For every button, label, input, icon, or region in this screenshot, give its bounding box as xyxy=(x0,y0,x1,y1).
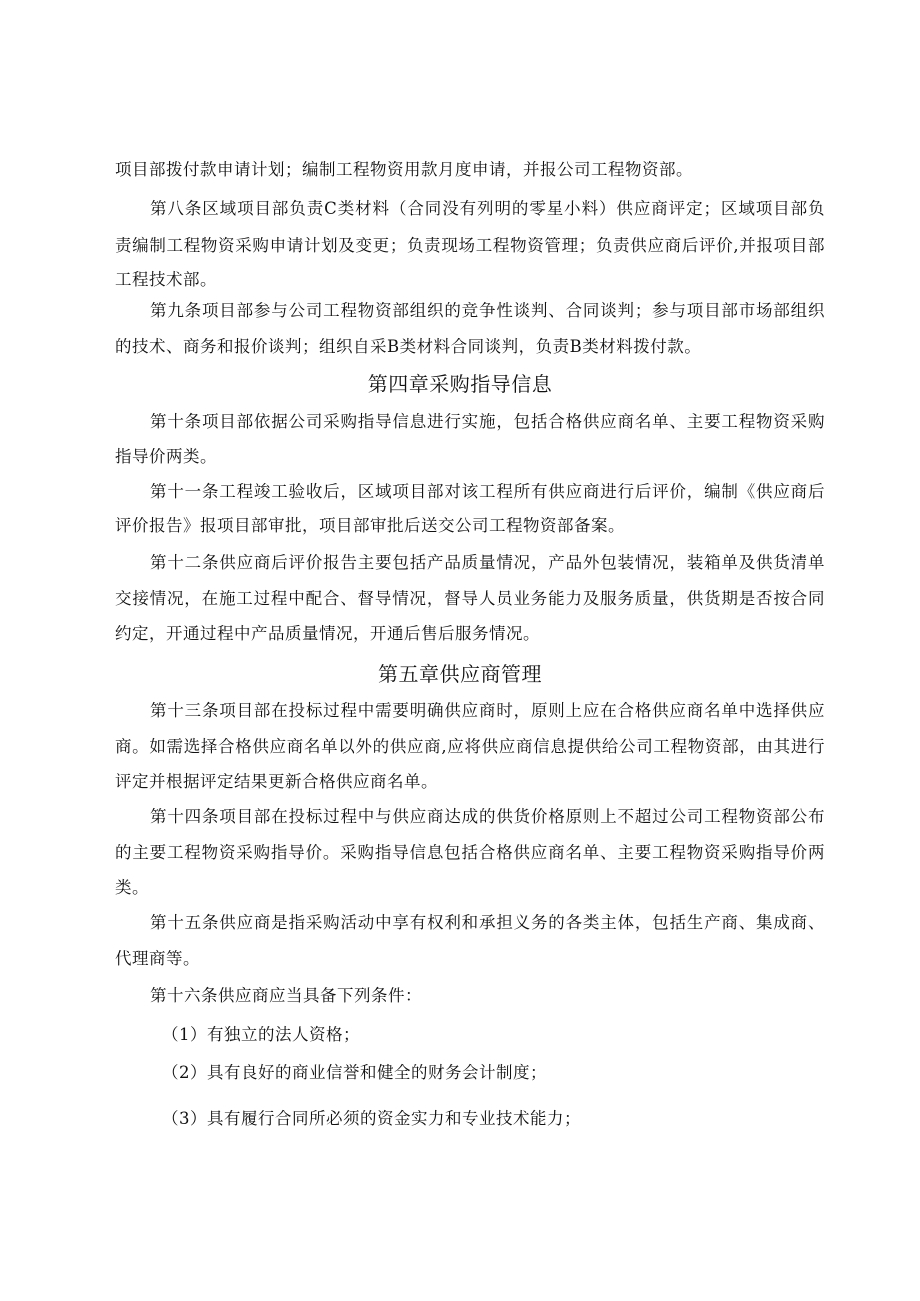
article-12-line: 约定，开通过程中产品质量情况，开通后售后服务情况。 xyxy=(115,624,540,643)
condition-item-3: （3）具有履行合同所必须的资金实力和专业技术能力； xyxy=(162,1109,581,1128)
article-9-line: 第九条项目部参与公司工程物资部组织的竞争性谈判、合同谈判；参与项目部市场部组织 xyxy=(150,301,825,320)
article-10-line: 指导价两类。 xyxy=(115,447,217,466)
article-8-line: 责编制工程物资采购申请计划及变更；负责现场工程物资管理；负责供应商后评价,并报项目部 xyxy=(115,236,825,255)
condition-item-2: （2）具有良好的商业信誉和健全的财务会计制度； xyxy=(162,1063,547,1082)
article-13-line: 第十三条项目部在投标过程中需要明确供应商时，原则上应在合格供应商名单中选择供应 xyxy=(150,701,825,720)
article-14-line: 第十四条项目部在投标过程中与供应商达成的供货价格原则上不超过公司工程物资部公布 xyxy=(150,807,825,826)
chapter-4-heading: 第四章采购指导信息 xyxy=(367,372,553,396)
paragraph-line: 项目部拨付款申请计划；编制工程物资用款月度申请，并报公司工程物资部。 xyxy=(115,160,693,179)
article-13-line: 评定并根据评定结果更新合格供应商名单。 xyxy=(115,772,438,791)
article-13-line: 商。如需选择合格供应商名单以外的供应商,应将供应商信息提供给公司工程物资部，由其进行 xyxy=(115,737,825,756)
article-15-line: 第十五条供应商是指采购活动中享有权利和承担义务的各类主体，包括生产商、集成商、 xyxy=(150,913,825,932)
article-9-line: 的技术、商务和报价谈判；组织自采B类材料合同谈判，负责B类材料拨付款。 xyxy=(115,337,702,356)
article-11-line: 评价报告》报项目部审批，项目部审批后送交公司工程物资部备案。 xyxy=(115,516,625,535)
article-12-line: 交接情况，在施工过程中配合、督导情况，督导人员业务能力及服务质量，供货期是否按合同 xyxy=(115,589,825,608)
article-12-line: 第十二条供应商后评价报告主要包括产品质量情况，产品外包装情况，装箱单及供货清单 xyxy=(150,553,825,572)
article-11-line: 第十一条工程竣工验收后，区域项目部对该工程所有供应商进行后评价，编制《供应商后 xyxy=(150,482,825,501)
article-8-line: 第八条区域项目部负责C类材料（合同没有列明的零星小料）供应商评定；区域项目部负 xyxy=(150,199,825,218)
article-10-line: 第十条项目部依据公司采购指导信息进行实施，包括合格供应商名单、主要工程物资采购 xyxy=(150,412,825,431)
chapter-5-heading: 第五章供应商管理 xyxy=(378,662,542,686)
article-14-line: 类。 xyxy=(115,878,149,897)
article-14-line: 的主要工程物资采购指导价。采购指导信息包括合格供应商名单、主要工程物资采购指导价两 xyxy=(115,843,825,862)
article-15-line: 代理商等。 xyxy=(115,949,200,968)
article-8-line: 工程技术部。 xyxy=(115,270,217,289)
condition-item-1: （1）有独立的法人资格； xyxy=(162,1025,360,1044)
article-16-line: 第十六条供应商应当具备下列条件： xyxy=(150,986,422,1005)
